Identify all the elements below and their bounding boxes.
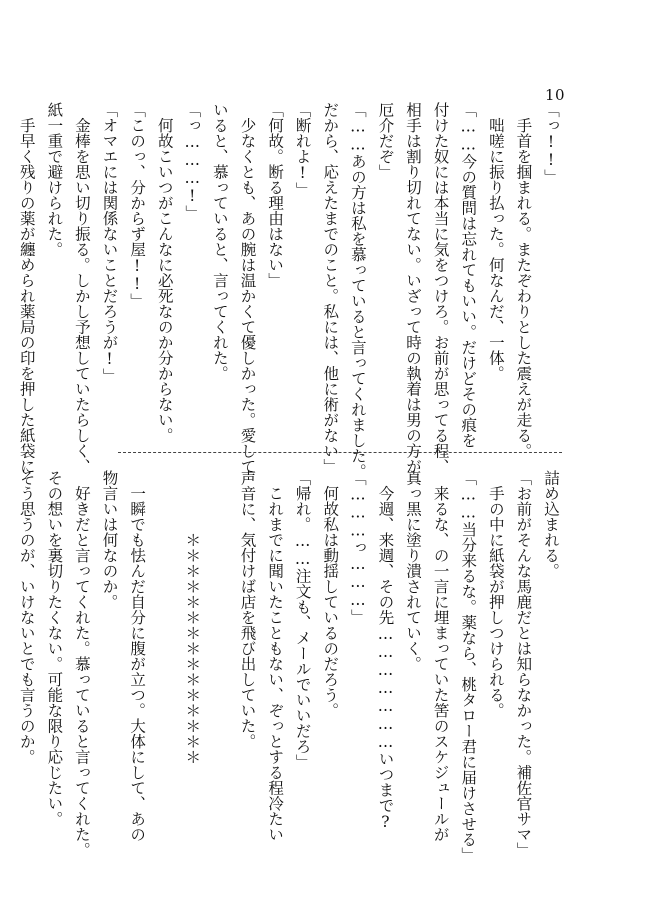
text-line: 紙一重で避けられた。	[45, 102, 64, 257]
text-line: 何故私は動揺しているのだろう。	[321, 470, 340, 718]
text-line: 「お前がそんな馬鹿だとは知らなかった。補佐官サマ」	[514, 470, 533, 858]
text-line: 「……今の質問は忘れてもいい。だけどその痕を	[459, 102, 478, 448]
text-line: 「っ………!」	[183, 102, 202, 221]
text-line: 「断れよ!」	[293, 102, 312, 198]
text-line: その想いを裏切りたくない。可能な限り応じたい。	[45, 470, 64, 827]
text-line: 詰め込まれる。	[542, 470, 560, 579]
text-line: 「………っ………」	[348, 470, 367, 625]
text-line: いると、慕っていると、言ってくれた。	[210, 102, 229, 381]
text-line: だから、応えたまでのこと。私には、他に術がない」	[321, 102, 340, 474]
text-line: 金棒を思い切り振る。しかし予想していたらしく、	[72, 102, 91, 474]
text-line: これまでに聞いたこともない、ぞっとする程冷たい	[266, 470, 285, 842]
text-line: 好きだと言ってくれた。慕っていると言ってくれた。	[72, 470, 91, 858]
text-line: 今週、来週、その先…………………いつまで?	[376, 470, 395, 831]
lower-text-block	[17, 470, 564, 863]
text-line: 咄嗟に振り払った。何なんだ、一体。	[486, 102, 505, 381]
text-line	[150, 470, 178, 815]
text-line: 「……あの方は私を慕っていると言ってくれました。	[348, 102, 367, 479]
text-line: 「オマエには関係ないことだろうが!」	[100, 102, 119, 384]
text-line: そう思うのが、いけないとでも言うのか。	[17, 470, 36, 765]
text-line: 相手は割り切れてない。いざって時の執着は男の方が	[404, 102, 423, 474]
text-line: 厄介だぞ」	[376, 102, 395, 180]
text-line: 一瞬でも怯んだ自分に腹が立つ。大体にして、あの	[128, 470, 147, 842]
section-divider	[118, 452, 562, 453]
text-line: 手早く残りの薬が纏められ薬局の印を押した紙袋に	[17, 102, 36, 474]
upper-text-block	[17, 102, 564, 479]
page-number: 10	[545, 86, 566, 104]
text-line: 手の中に紙袋が押しつけられる。	[486, 470, 505, 718]
text-line: ＊＊＊＊＊＊＊＊＊＊＊＊＊＊＊	[183, 470, 202, 765]
text-line: 来るな、の一言に埋まっていた筈のスケジュールが	[431, 470, 450, 842]
text-line	[205, 470, 233, 815]
text-line: 声音に、気付けば店を飛び出していた。	[238, 470, 257, 749]
text-line: 「帰れ。……注文も、メールでいいだろ」	[293, 470, 312, 770]
text-line: 真っ黒に塗り潰されていく。	[404, 470, 423, 672]
text-line: 少なくとも、あの腕は温かくて優しかった。愛して	[238, 102, 257, 474]
text-line: 「何故。断る理由はない」	[266, 102, 285, 288]
text-line: 何故こいつがこんなに必死なのか分からない。	[155, 102, 174, 443]
text-line: 「このっ、分からず屋!!」	[128, 102, 147, 309]
text-line: 「っ!!」	[542, 102, 560, 185]
text-line: 「……当分来るな。薬なら、桃タロー君に届けさせる」	[459, 470, 478, 863]
text-line: 物言いは何なのか。	[100, 470, 119, 610]
text-line: 手首を掴まれる。またぞわりとした震えが走る。	[514, 102, 533, 459]
text-line: 付けた奴には本当に気をつけろ。お前が思ってる程、	[431, 102, 450, 474]
